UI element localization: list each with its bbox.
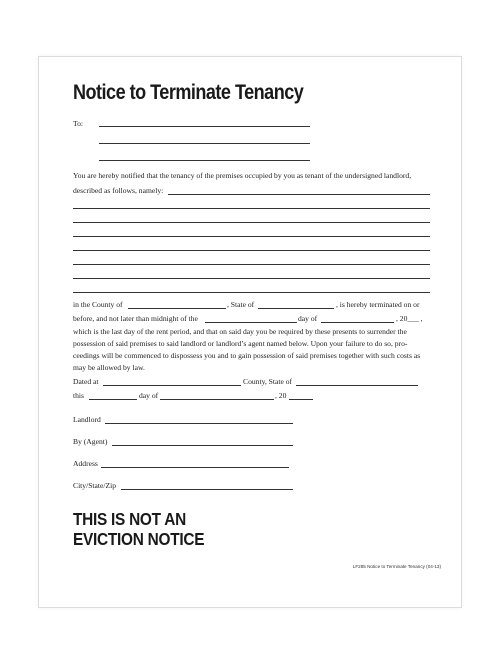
termination-month-field[interactable] <box>321 322 394 323</box>
city-state-zip-label: City/State/Zip <box>73 481 117 490</box>
signed-day-field[interactable] <box>89 399 137 400</box>
dated-at-field[interactable] <box>103 385 241 386</box>
dated-at-label: Dated at <box>73 377 99 386</box>
county-label: in the County of <box>73 300 123 309</box>
description-line-6[interactable] <box>73 278 430 279</box>
intro-text-line-2: described as follows, namely: <box>73 186 164 195</box>
terminated-label: , is hereby terminated on or <box>336 300 420 309</box>
landlord-label: Landlord <box>73 415 101 424</box>
description-line-7[interactable] <box>73 292 430 293</box>
description-line-2[interactable] <box>73 222 430 223</box>
county-state-label: County, State of <box>243 377 293 386</box>
agent-label: By (Agent) <box>73 437 108 446</box>
day-of-label-2: day of <box>139 391 159 400</box>
warning-line-2: EVICTION NOTICE <box>73 529 205 549</box>
state-label: , State of <box>227 300 255 309</box>
dated-state-field[interactable] <box>296 385 418 386</box>
signed-month-field[interactable] <box>160 399 274 400</box>
this-label: this <box>73 391 84 400</box>
city-state-zip-field[interactable] <box>121 489 293 490</box>
form-number: LF285 Notice to Terminate Tenancy (04-13) <box>352 564 441 569</box>
address-field[interactable] <box>101 467 289 468</box>
body-text-line-6: may be allowed by law. <box>73 363 145 372</box>
address-label: Address <box>73 459 98 468</box>
year-label-2: , 20 <box>275 391 287 400</box>
body-text-line-4: possession of said premises to said landlord or landlord’s agent named below. Upon your failure to do so, pro- <box>73 339 408 348</box>
description-line-3[interactable] <box>73 236 430 237</box>
county-field[interactable] <box>128 308 226 309</box>
to-label: To: <box>73 119 84 128</box>
body-text-line-5: ceedings will be commenced to dispossess you and to gain possession of said premises together with such costs as <box>73 351 421 360</box>
description-line-5[interactable] <box>73 264 430 265</box>
form-sheet <box>38 56 462 608</box>
day-of-label: day of <box>298 314 318 323</box>
signed-year-field[interactable] <box>289 399 313 400</box>
description-line-1[interactable] <box>73 208 430 209</box>
to-line-2[interactable] <box>99 143 310 144</box>
state-field[interactable] <box>258 308 334 309</box>
form-title: Notice to Terminate Tenancy <box>73 81 304 104</box>
description-line-4[interactable] <box>73 250 430 251</box>
warning-line-1: THIS IS NOT AN <box>73 509 186 529</box>
body-text-line-3: which is the last day of the rent period, and that on said day you be required by these presents to surrender the <box>73 327 407 336</box>
landlord-field[interactable] <box>105 423 293 424</box>
to-line-1[interactable] <box>99 126 310 127</box>
termination-date-field[interactable] <box>205 322 297 323</box>
year-label: , 20___ , <box>396 314 423 323</box>
to-line-3[interactable] <box>99 160 310 161</box>
intro-text-line-1: You are hereby notified that the tenancy of the premises occupied by you as tenant of the undersigned landlord, <box>73 171 412 180</box>
midnight-label: before, and not later than midnight of the <box>73 314 198 323</box>
agent-field[interactable] <box>112 445 293 446</box>
description-line-0[interactable] <box>168 194 430 195</box>
